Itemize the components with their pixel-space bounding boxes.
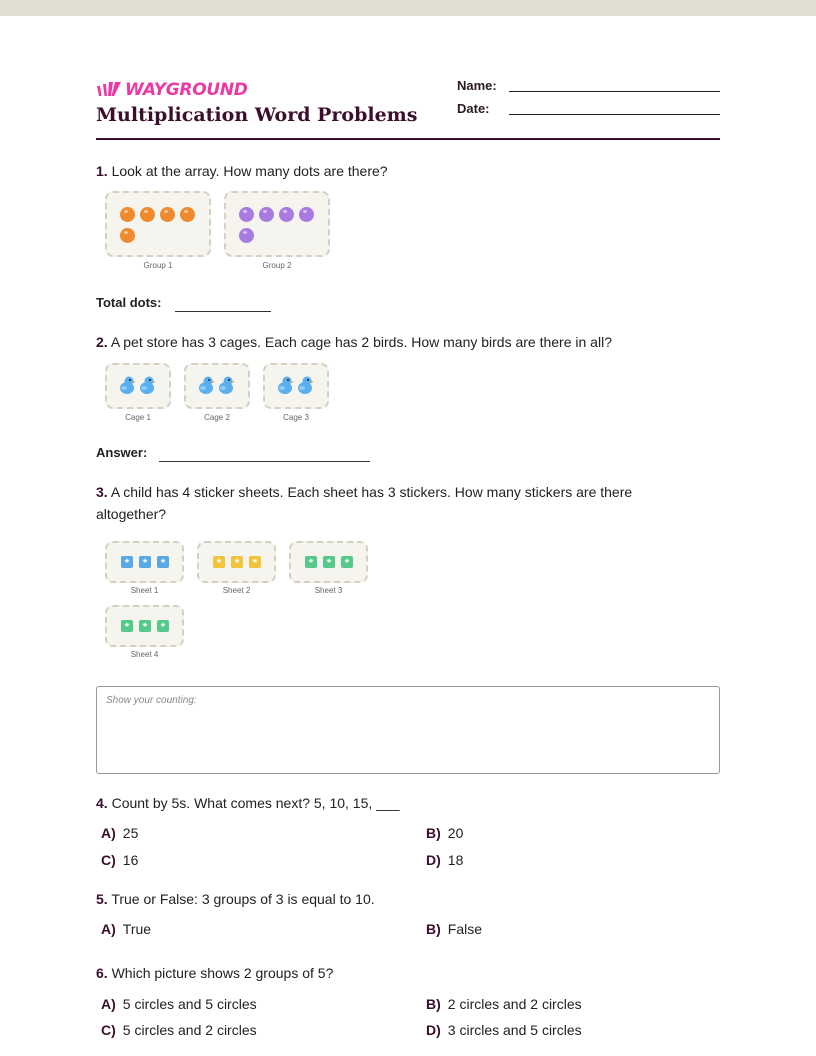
top-bar — [0, 0, 816, 16]
total-dots-label: Total dots: — [96, 295, 162, 310]
answer-label: Answer: — [96, 445, 148, 460]
option-letter: B) — [426, 825, 441, 841]
question-text: A pet store has 3 cages. Each cage has 2 birds. How many birds are there in all? — [110, 334, 612, 350]
question-text: A child has 4 sticker sheets. Each sheet has 3 stickers. How many stickers are there altogether? — [96, 484, 633, 522]
work-placeholder: Show your counting: — [106, 695, 197, 706]
star-icon: ★ — [157, 620, 169, 632]
dot-group-box — [224, 191, 330, 257]
question-number: 6. — [96, 965, 108, 981]
option-letter: D) — [426, 1022, 441, 1038]
dot — [140, 207, 155, 222]
star-icon: ★ — [121, 620, 133, 632]
q4-option-a[interactable] — [101, 825, 138, 841]
page-title: Multiplication Word Problems — [96, 104, 418, 126]
star-icon: ★ — [157, 556, 169, 568]
option-text: False — [447, 921, 483, 937]
option-text: True — [122, 921, 152, 937]
q4-option-b[interactable] — [426, 825, 463, 841]
question-number: 3. — [96, 484, 108, 500]
bird-icon — [277, 375, 295, 395]
option-text: 16 — [122, 852, 139, 868]
q6-option-c[interactable] — [101, 1022, 257, 1038]
question-6 — [96, 962, 720, 984]
brand-logo — [96, 80, 248, 100]
star-icon: ★ — [213, 556, 225, 568]
q6-option-a[interactable] — [101, 996, 257, 1012]
option-letter: A) — [101, 825, 116, 841]
dot — [259, 207, 274, 222]
date-field[interactable] — [509, 114, 720, 115]
option-text: 2 circles and 2 circles — [447, 996, 582, 1012]
option-letter: D) — [426, 852, 441, 868]
cage-box — [263, 363, 329, 409]
dot — [120, 228, 135, 243]
cage-box — [105, 363, 171, 409]
bird-icon — [218, 375, 236, 395]
question-number: 1. — [96, 163, 108, 179]
cage-caption: Cage 2 — [204, 413, 230, 422]
bird-icon — [139, 375, 157, 395]
star-icon: ★ — [305, 556, 317, 568]
dot — [180, 207, 195, 222]
name-field[interactable] — [509, 91, 720, 92]
sticker-sheet-caption: Sheet 3 — [314, 586, 343, 595]
q6-option-d[interactable] — [426, 1022, 582, 1038]
option-text: 5 circles and 2 circles — [122, 1022, 257, 1038]
question-number: 2. — [96, 334, 108, 350]
dot — [239, 207, 254, 222]
option-letter: C) — [101, 852, 116, 868]
star-icon: ★ — [323, 556, 335, 568]
option-text: 18 — [447, 852, 464, 868]
sticker-sheet-caption: Sheet 2 — [222, 586, 251, 595]
total-dots-answer-line[interactable] — [175, 311, 271, 312]
question-text: True or False: 3 groups of 3 is equal to 10. — [111, 891, 375, 907]
star-icon: ★ — [139, 620, 151, 632]
dot — [279, 207, 294, 222]
bird-icon — [198, 375, 216, 395]
bird-icon — [119, 375, 137, 395]
star-icon: ★ — [231, 556, 243, 568]
answer-line[interactable] — [159, 461, 370, 462]
star-icon: ★ — [139, 556, 151, 568]
sticker-sheet-box — [289, 541, 368, 583]
question-text: Count by 5s. What comes next? 5, 10, 15, ___ — [111, 795, 400, 811]
q4-option-c[interactable] — [101, 852, 138, 868]
bird-icon — [297, 375, 315, 395]
q5-option-a[interactable] — [101, 921, 151, 937]
brand-name: WAYGROUND — [125, 80, 248, 100]
question-3 — [96, 481, 676, 525]
sticker-sheet-caption: Sheet 4 — [130, 650, 159, 659]
worksheet-header — [96, 76, 720, 140]
q6-option-b[interactable] — [426, 996, 582, 1012]
star-icon: ★ — [121, 556, 133, 568]
q5-option-b[interactable] — [426, 921, 482, 937]
question-2 — [96, 331, 720, 353]
star-icon: ★ — [249, 556, 261, 568]
cage-caption: Cage 1 — [125, 413, 151, 422]
question-number: 4. — [96, 795, 108, 811]
question-1 — [96, 160, 720, 182]
dot — [160, 207, 175, 222]
question-4 — [96, 792, 720, 814]
cage-caption: Cage 3 — [283, 413, 309, 422]
option-letter: C) — [101, 1022, 116, 1038]
option-letter: A) — [101, 996, 116, 1012]
dot-group-caption: Group 2 — [262, 261, 292, 270]
wayground-logo-icon — [96, 81, 122, 99]
header-divider — [96, 138, 720, 140]
show-counting-box[interactable] — [96, 686, 720, 774]
option-letter: B) — [426, 996, 441, 1012]
dot-group-box — [105, 191, 211, 257]
sticker-sheet-caption: Sheet 1 — [130, 586, 159, 595]
q4-option-d[interactable] — [426, 852, 463, 868]
sticker-sheet-box — [105, 541, 184, 583]
star-icon: ★ — [341, 556, 353, 568]
date-label: Date: — [457, 101, 490, 116]
sticker-sheet-box — [105, 605, 184, 647]
option-text: 25 — [122, 825, 139, 841]
dot — [299, 207, 314, 222]
question-text: Which picture shows 2 groups of 5? — [111, 965, 334, 981]
option-letter: A) — [101, 921, 116, 937]
option-text: 3 circles and 5 circles — [447, 1022, 582, 1038]
cage-box — [184, 363, 250, 409]
option-text: 5 circles and 5 circles — [122, 996, 257, 1012]
option-text: 20 — [447, 825, 464, 841]
question-5 — [96, 888, 720, 910]
question-text: Look at the array. How many dots are there? — [111, 163, 388, 179]
dot-group-caption: Group 1 — [143, 261, 173, 270]
name-label: Name: — [457, 78, 497, 93]
sticker-sheet-box — [197, 541, 276, 583]
dot — [120, 207, 135, 222]
option-letter: B) — [426, 921, 441, 937]
dot — [239, 228, 254, 243]
question-number: 5. — [96, 891, 108, 907]
